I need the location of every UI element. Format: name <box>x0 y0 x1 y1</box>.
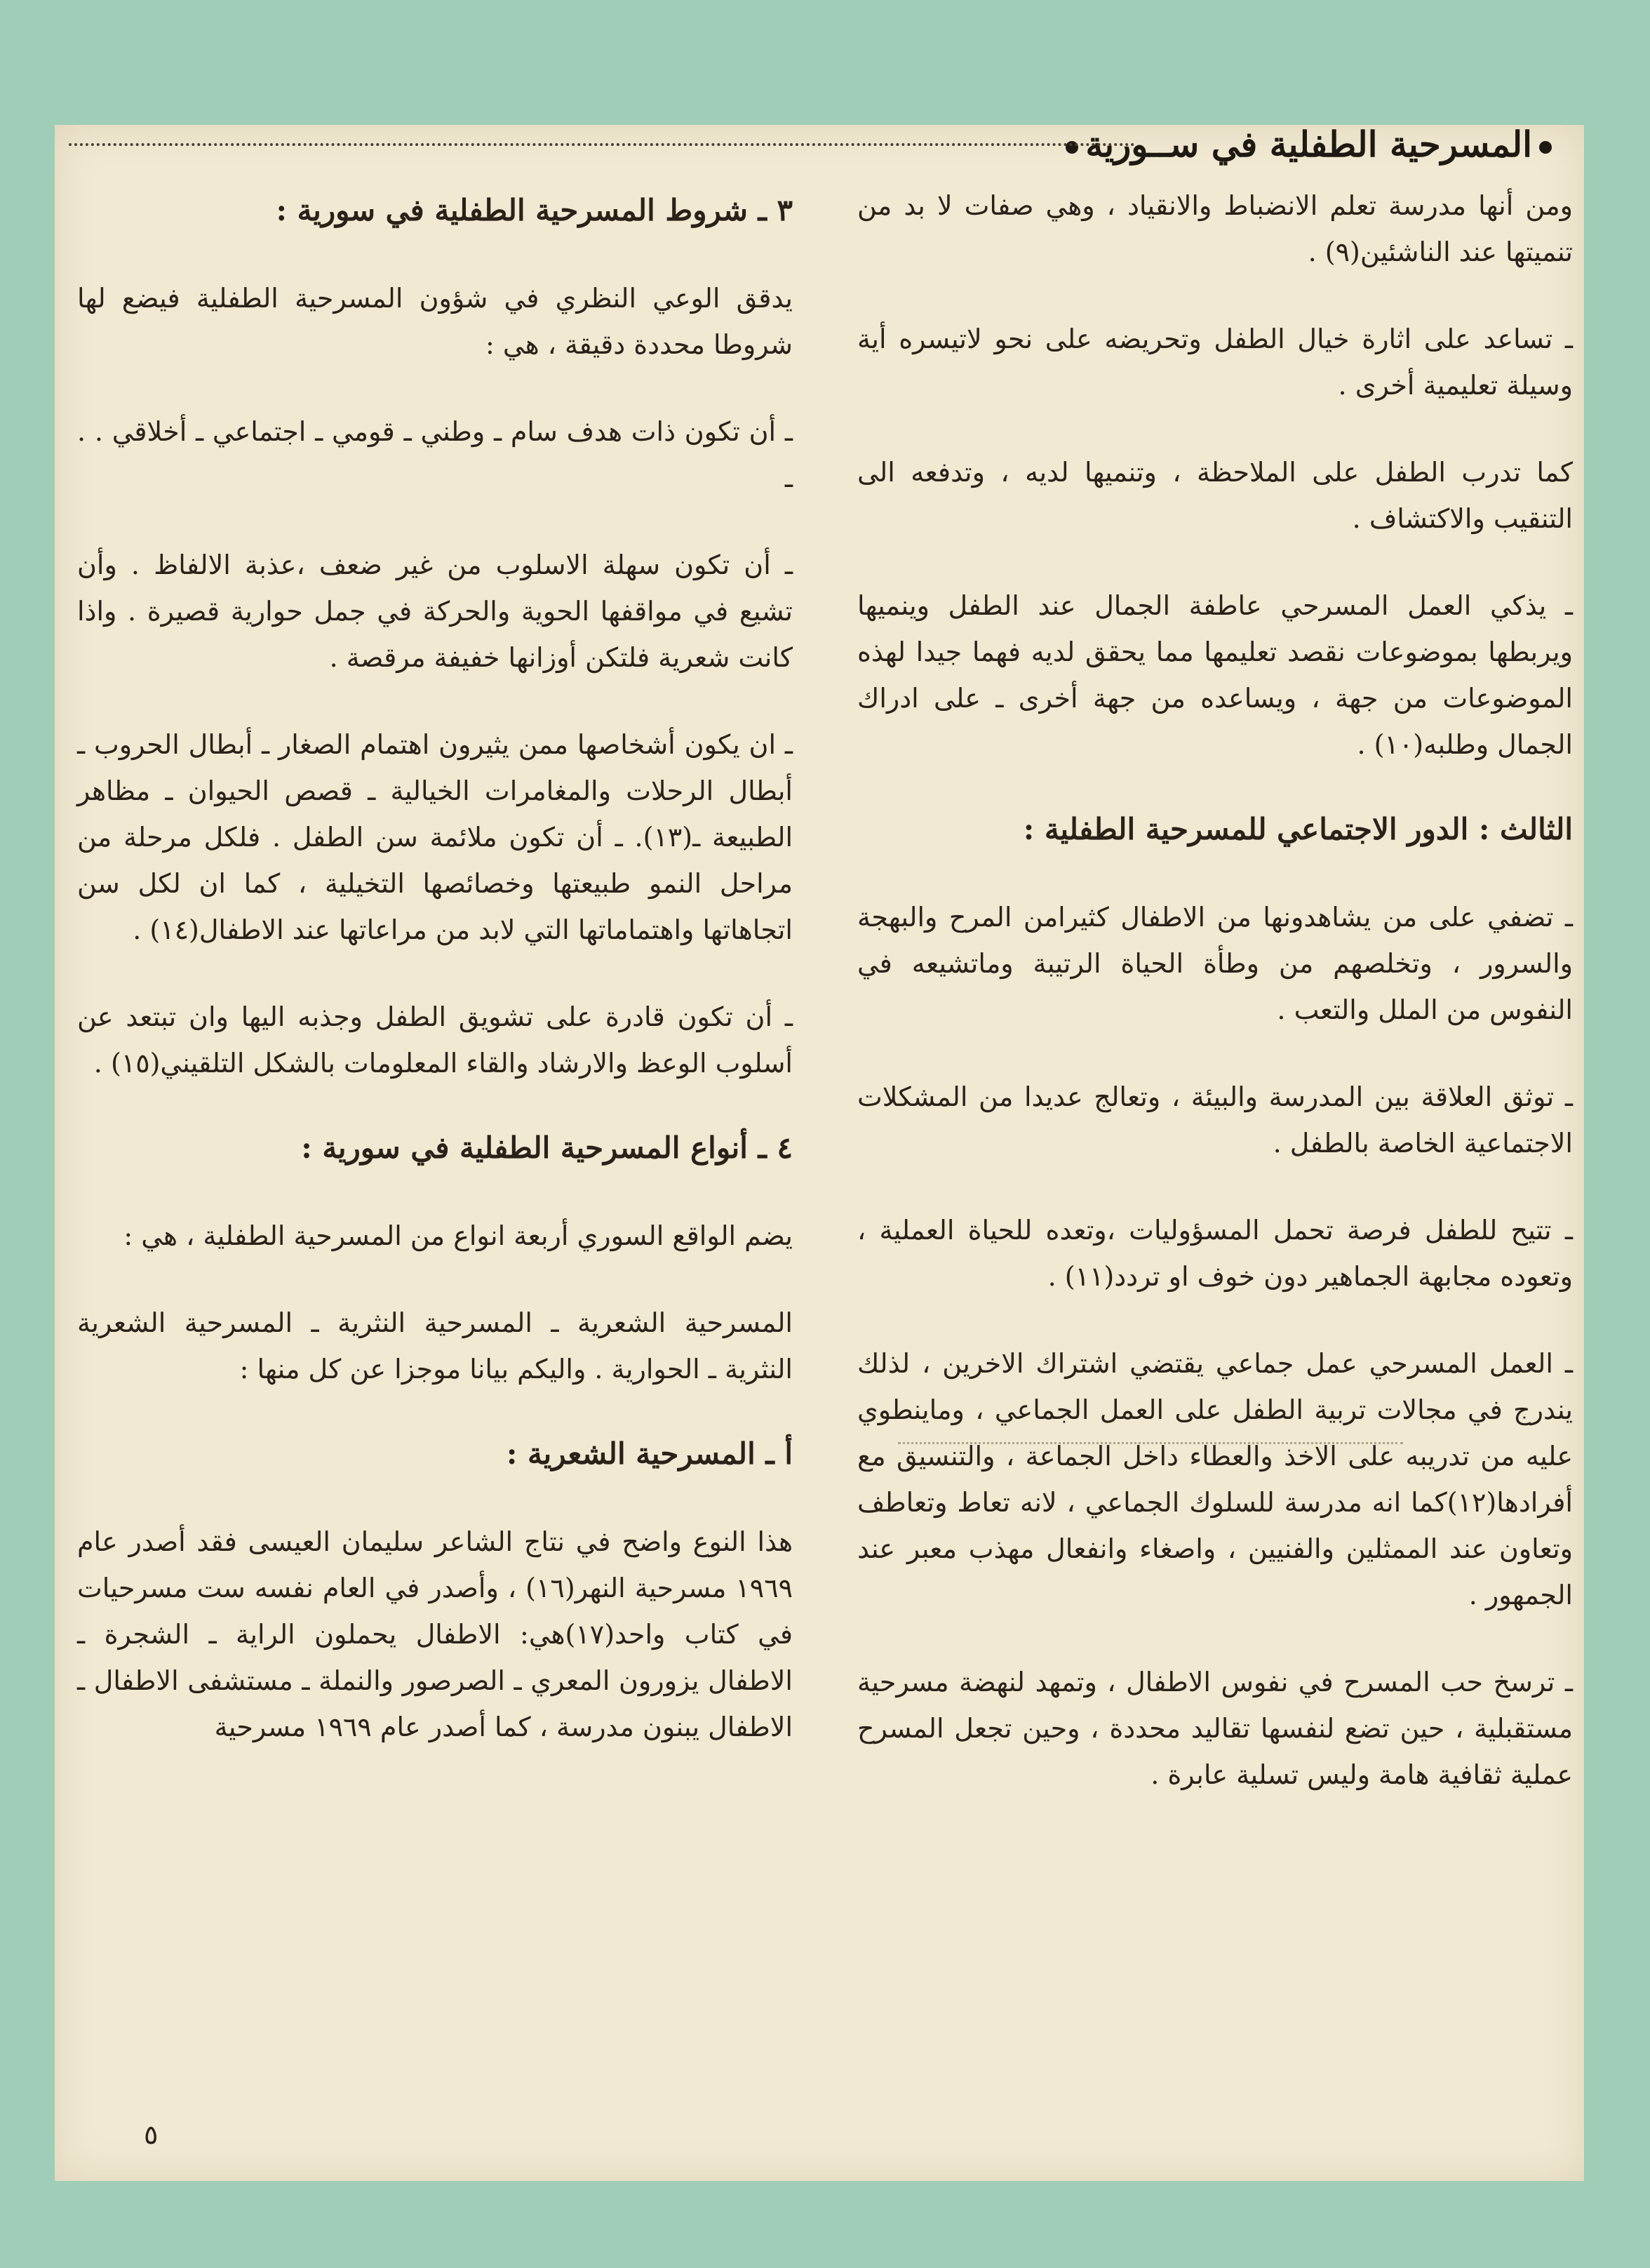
paragraph: ـ يذكي العمل المسرحي عاطفة الجمال عند الطفل وينميها ويربطها بموضوعات نقصد تعليمها مما يحقق لديه فهما جيدا لهذه الموضوعات من جهة ، ويساعده من جهة أخرى ـ على ادراك الجمال وطلبه(١٠) . <box>857 590 1573 760</box>
section-heading: ٣ ـ شروط المسرحية الطفلية في سورية : <box>276 193 793 227</box>
paragraph: ومن أنها مدرسة تعلم الانضباط والانقياد ، وهي صفات لا بد من تنميتها عند الناشئين(٩) . <box>857 190 1573 267</box>
paragraph: ـ العمل المسرحي عمل جماعي يقتضي اشتراك الاخرين ، لذلك يندرج في مجالات تربية الطفل على العمل الجماعي ، وماينطوي عليه من تدريبه على الاخذ والعطاء داخل الجماعة ، والتنسيق مع أفرادها(١٢)كما انه مدرسة للسلوك الجماعي ، لانه تعاط وتعاطف وتعاون عند الممثلين والفنيين ، واصغاء وانفعال مهذب معبر عند الجمهور . <box>857 1348 1573 1610</box>
paragraph: المسرحية الشعرية ـ المسرحية النثرية ـ المسرحية الشعرية النثرية ـ الحوارية . واليكم بيانا موجزا عن كل منها : <box>77 1307 793 1385</box>
header-rule <box>69 143 1135 146</box>
page-number: ٥ <box>144 2119 159 2150</box>
paragraph: ـ ترسخ حب المسرح في نفوس الاطفال ، وتمهد لنهضة مسرحية مستقبلية ، حين تضع لنفسها تقاليد محددة ، وحين تجعل المسرح عملية ثقافية هامة وليس تسلية عابرة . <box>857 1667 1573 1790</box>
paragraph: ـ تساعد على اثارة خيال الطفل وتحريضه على نحو لاتيسره أية وسيلة تعليمية أخرى . <box>857 323 1573 401</box>
paragraph: ـ أن تكون سهلة الاسلوب من غير ضعف ،عذبة الالفاظ . وأن تشيع في مواقفها الحوية والحركة في جمل حوارية قصيرة . واذا كانت شعرية فلتكن أوزانها خفيفة مرقصة . <box>77 549 793 673</box>
section-heading: ٤ ـ أنواع المسرحية الطفلية في سورية : <box>301 1130 793 1165</box>
paragraph: ـ أن تكون قادرة على تشويق الطفل وجذبه اليها وان تبتعد عن أسلوب الوعظ والارشاد والقاء المعلومات بالشكل التلقيني(١٥) . <box>77 1001 793 1079</box>
paragraph: كما تدرب الطفل على الملاحظة ، وتنميها لديه ، وتدفعه الى التنقيب والاكتشاف . <box>857 457 1573 534</box>
paragraph: يدقق الوعي النظري في شؤون المسرحية الطفلية فيضع لها شروطا محددة دقيقة ، هي : <box>77 283 793 360</box>
paragraph: ـ ان يكون أشخاصها ممن يثيرون اهتمام الصغار ـ أبطال الحروب ـ أبطال الرحلات والمغامرات الخيالية ـ قصص الحيوان ـ مظاهر الطبيعة ـ(١٣). ـ أن تكون ملائمة سن الطفل . فلكل مرحلة من مراحل النمو طبيعتها وخصائصها التخيلية ، كما ان لكل سن اتجاهاتها واهتماماتها التي لابد من مراعاتها عند الاطفال(١٤) . <box>77 729 793 945</box>
paragraph: ـ توثق العلاقة بين المدرسة والبيئة ، وتعالج عديدا من المشكلات الاجتماعية الخاصة بالطفل . <box>857 1081 1573 1159</box>
paragraph: ـ تتيح للطفل فرصة تحمل المسؤوليات ،وتعده للحياة العملية ، وتعوده مجابهة الجماهير دون خوف او تردد(١١) . <box>857 1215 1573 1292</box>
paragraph: هذا النوع واضح في نتاج الشاعر سليمان العيسى فقد أصدر عام ١٩٦٩ مسرحية النهر(١٦) ، وأصدر في العام نفسه ست مسرحيات في كتاب واحد(١٧)هي: الاطفال يحملون الراية ـ الشجرة ـ الاطفال يزورون المعري ـ الصرصور والنملة ـ مستشفى الاطفال ـ الاطفال يبنون مدرسة ، كما أصدر عام ١٩٦٩ مسرحية <box>77 1526 793 1742</box>
subsection-heading: أ ـ المسرحية الشعرية : <box>506 1436 793 1471</box>
paragraph: يضم الواقع السوري أربعة انواع من المسرحية الطفلية ، هي : <box>123 1220 793 1251</box>
paragraph: ـ أن تكون ذات هدف سام ـ وطني ـ قومي ـ اجتماعي ـ أخلاقي . . ـ <box>77 416 793 493</box>
print-speckle <box>898 1442 1403 1444</box>
section-heading: الثالث : الدور الاجتماعي للمسرحية الطفلية : <box>1023 812 1573 846</box>
running-title-text: المسرحية الطفلية في ســورية <box>1085 124 1532 165</box>
bullet-icon <box>1539 141 1552 154</box>
left-column <box>77 182 793 1791</box>
paragraph: ـ تضفي على من يشاهدونها من الاطفال كثيرامن المرح والبهجة والسرور ، وتخلصهم من وطأة الحياة الرتيبة وماتشيعه في النفوس من الملل والتعب . <box>857 902 1573 1025</box>
right-column <box>857 182 1573 1839</box>
running-header <box>55 118 1584 167</box>
